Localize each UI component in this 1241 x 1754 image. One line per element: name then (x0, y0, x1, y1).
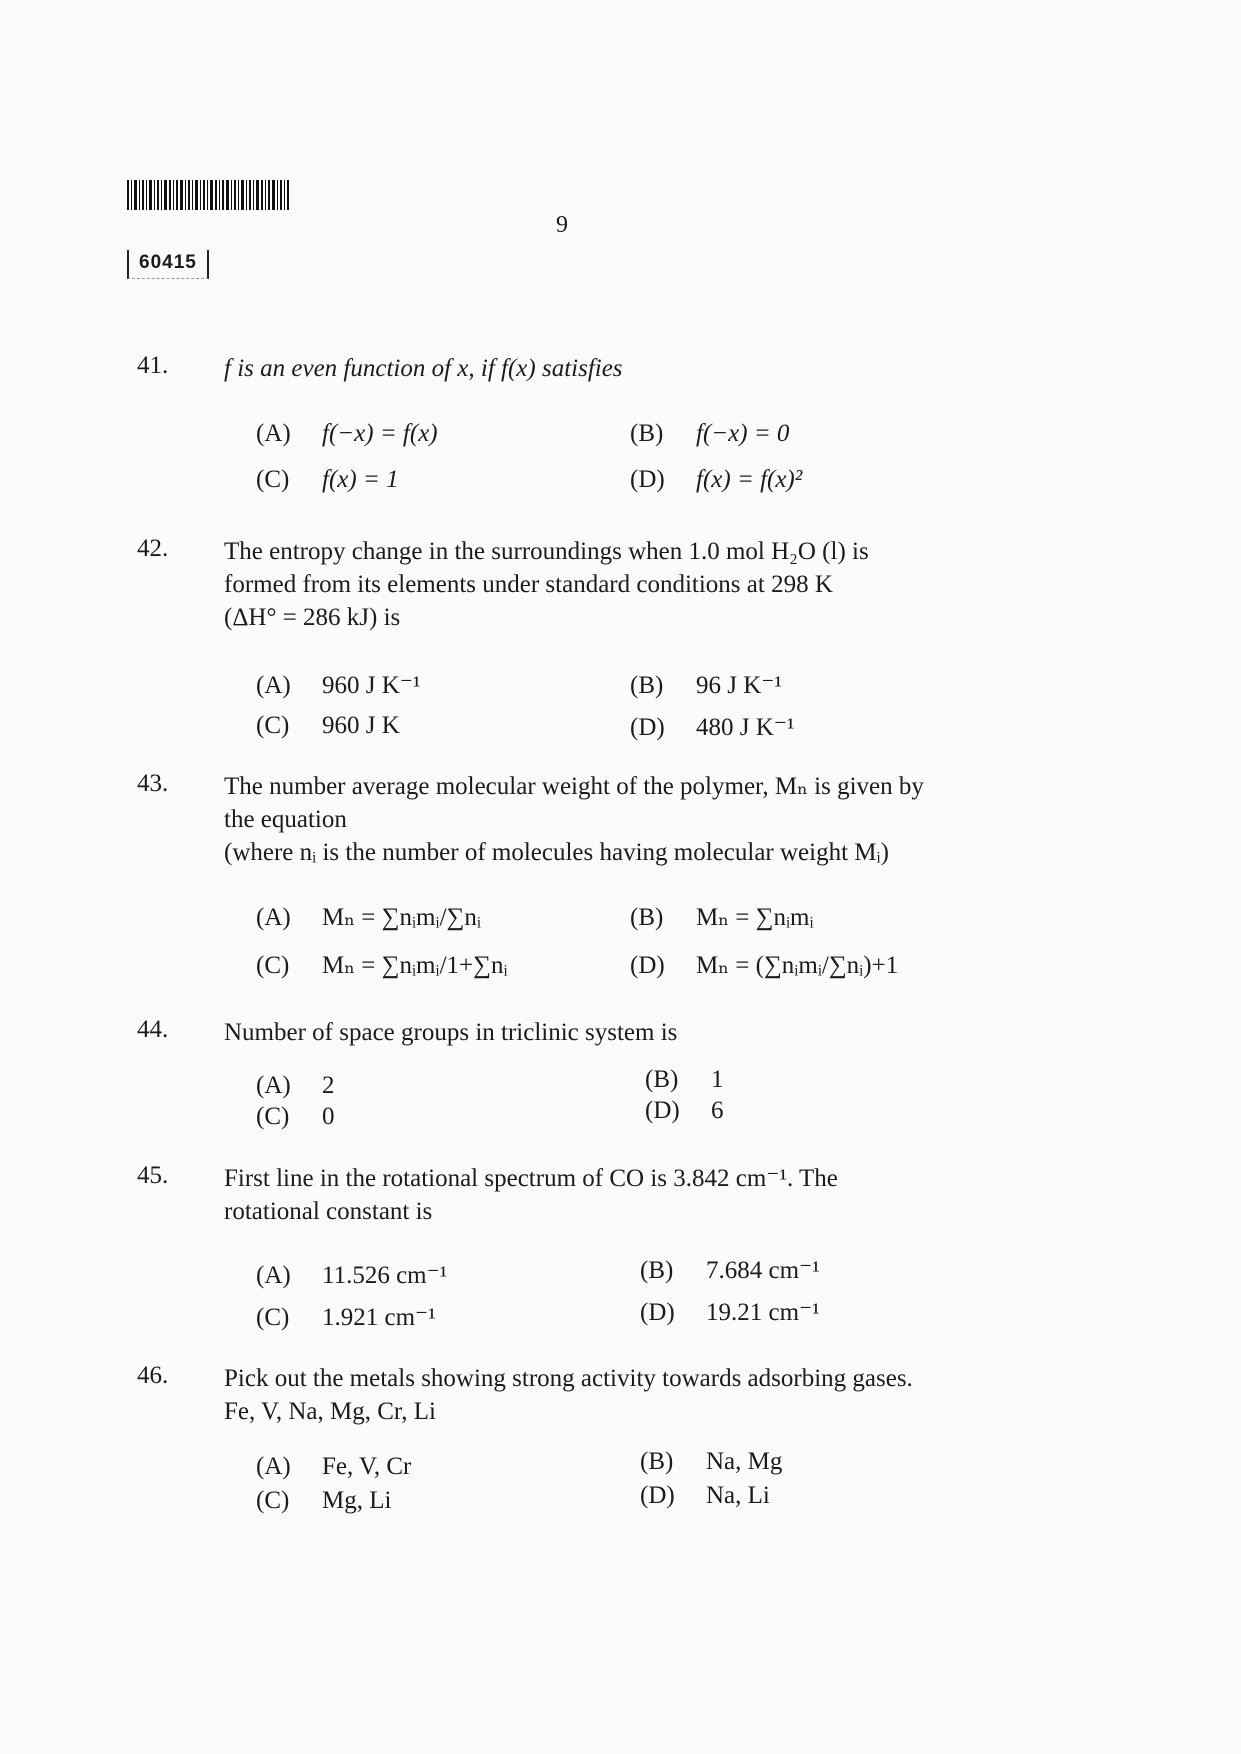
option-label: (B) (640, 1448, 674, 1475)
option-label: (C) (256, 1103, 290, 1130)
option-label: (C) (256, 1304, 290, 1331)
option-b[interactable] (640, 1255, 820, 1285)
option-label: (C) (256, 712, 290, 739)
question-text-line: formed from its elements under standard conditions at 298 K (224, 571, 833, 598)
option-d[interactable] (640, 1297, 820, 1327)
option-label: (B) (630, 420, 664, 447)
option-label: (D) (630, 466, 665, 493)
question-text-line: First line in the rotational spectrum of CO is 3.842 cm⁻¹. The (224, 1165, 838, 1192)
option-label: (B) (640, 1257, 674, 1284)
option-a[interactable] (256, 1260, 447, 1290)
page-number: 9 (556, 212, 568, 238)
option-text: f(x) = f(x)² (696, 466, 803, 493)
option-label: (B) (630, 672, 664, 699)
option-b[interactable] (630, 902, 814, 932)
question-number: 43. (137, 770, 169, 797)
option-label: (C) (256, 466, 290, 493)
option-text: Mₙ = ∑nᵢmᵢ/1+∑nᵢ (322, 952, 508, 979)
question-text (224, 535, 1024, 634)
question-text-line: Number of space groups in triclinic system is (224, 1019, 678, 1046)
option-c[interactable] (256, 466, 399, 494)
option-label: (D) (640, 1482, 675, 1509)
option-a[interactable] (256, 670, 420, 700)
option-text: 19.21 cm⁻¹ (706, 1299, 820, 1326)
option-b[interactable] (640, 1448, 782, 1476)
option-text: 6 (711, 1097, 724, 1124)
option-label: (C) (256, 952, 290, 979)
option-c[interactable] (256, 950, 508, 980)
option-text: Mₙ = ∑nᵢmᵢ (696, 904, 814, 931)
question-number: 45. (137, 1162, 169, 1189)
option-text: 2 (322, 1072, 335, 1099)
question-number: 44. (137, 1016, 169, 1043)
option-b[interactable] (630, 670, 782, 700)
option-text: 11.526 cm⁻¹ (322, 1262, 448, 1289)
option-d[interactable] (630, 950, 898, 980)
option-d[interactable] (630, 712, 794, 742)
question-text (224, 352, 1024, 385)
option-text: f(−x) = 0 (696, 420, 790, 447)
option-label: (A) (256, 672, 291, 699)
option-label: (D) (630, 952, 665, 979)
option-text: 480 J K⁻¹ (696, 714, 795, 741)
option-text: 960 J K (322, 712, 400, 739)
option-a[interactable] (256, 420, 438, 448)
option-c[interactable] (256, 1487, 391, 1515)
option-text: 96 J K⁻¹ (696, 672, 782, 699)
question-text-line: Pick out the metals showing strong activity towards adsorbing gases. (224, 1365, 913, 1392)
option-c[interactable] (256, 712, 400, 740)
option-label: (A) (256, 1072, 291, 1099)
option-b[interactable] (630, 420, 789, 448)
option-text: f(x) = 1 (322, 466, 399, 493)
question-text-line: the equation (224, 806, 347, 833)
option-d[interactable] (645, 1097, 724, 1125)
option-text: f(−x) = f(x) (322, 420, 438, 447)
question-text-line: rotational constant is (224, 1198, 433, 1225)
option-text: Fe, V, Cr (322, 1453, 412, 1480)
option-label: (A) (256, 1453, 291, 1480)
option-label: (B) (645, 1066, 679, 1093)
option-text: Na, Li (706, 1482, 770, 1509)
question-number: 42. (137, 535, 169, 562)
question-number: 41. (137, 352, 169, 379)
paper-code: 60415 (127, 250, 209, 279)
barcode (127, 180, 289, 210)
question-text-line: The entropy change in the surroundings when 1.0 mol H₂O (l) is (224, 538, 869, 565)
option-a[interactable] (256, 1453, 411, 1481)
option-label: (D) (630, 714, 665, 741)
option-text: Mₙ = ∑nᵢmᵢ/∑nᵢ (322, 904, 481, 931)
question-text-line: (where nᵢ is the number of molecules having molecular weight Mᵢ) (224, 839, 889, 866)
option-a[interactable] (256, 1072, 335, 1100)
question-text (224, 1362, 1024, 1428)
option-label: (D) (640, 1299, 675, 1326)
option-text: Mₙ = (∑nᵢmᵢ/∑nᵢ)+1 (696, 952, 899, 979)
option-c[interactable] (256, 1103, 335, 1131)
option-label: (C) (256, 1487, 290, 1514)
option-label: (A) (256, 420, 291, 447)
option-text: 960 J K⁻¹ (322, 672, 421, 699)
question-text-line: The number average molecular weight of the polymer, Mₙ is given by (224, 773, 924, 800)
option-text: 7.684 cm⁻¹ (706, 1257, 820, 1284)
option-c[interactable] (256, 1302, 436, 1332)
option-label: (A) (256, 1262, 291, 1289)
option-text: 1.921 cm⁻¹ (322, 1304, 436, 1331)
option-text: 0 (322, 1103, 335, 1130)
question-text-line: f is an even function of x, if f(x) satisfies (224, 355, 623, 382)
option-label: (D) (645, 1097, 680, 1124)
question-text (224, 770, 1024, 869)
option-label: (A) (256, 904, 291, 931)
question-text-line: Fe, V, Na, Mg, Cr, Li (224, 1398, 436, 1425)
option-a[interactable] (256, 902, 481, 932)
question-number: 46. (137, 1362, 169, 1389)
option-text: 1 (711, 1066, 724, 1093)
question-text (224, 1162, 1024, 1228)
question-text (224, 1016, 1024, 1049)
option-b[interactable] (645, 1066, 724, 1094)
option-d[interactable] (640, 1482, 770, 1510)
option-d[interactable] (630, 466, 802, 494)
option-label: (B) (630, 904, 664, 931)
question-text-line: (ΔH° = 286 kJ) is (224, 604, 401, 631)
option-text: Na, Mg (706, 1448, 783, 1475)
option-text: Mg, Li (322, 1487, 392, 1514)
